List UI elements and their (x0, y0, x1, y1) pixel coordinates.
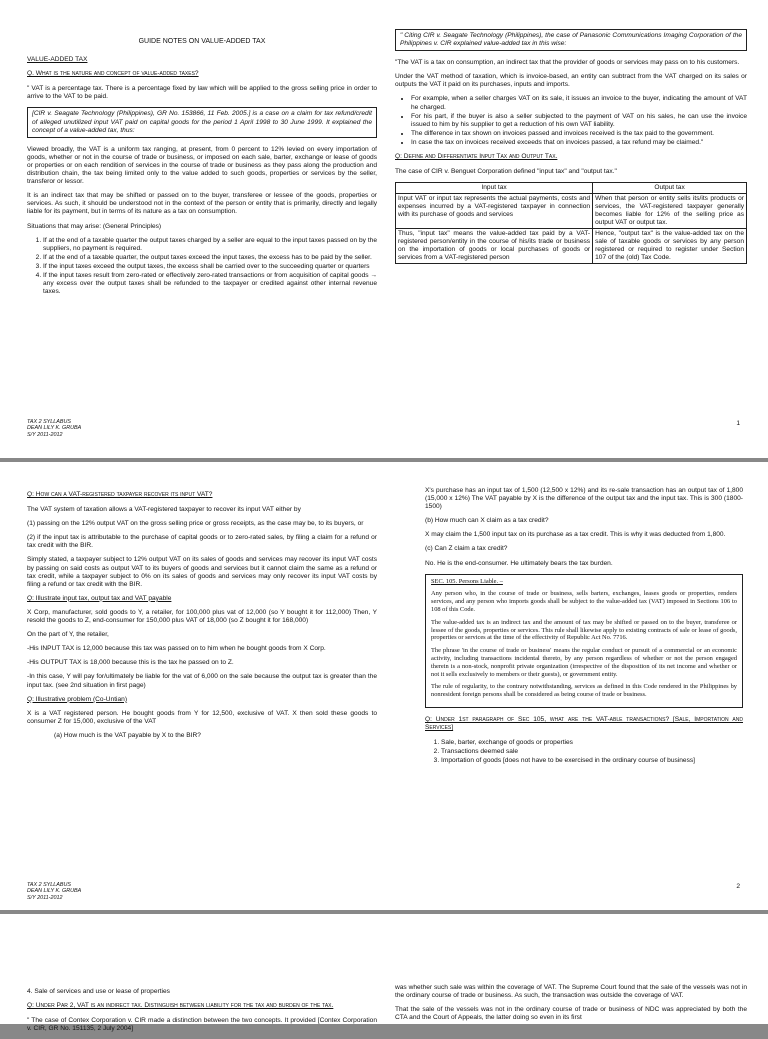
question-heading: Q: How can a VAT-registered taxpayer recover its input VAT? (27, 491, 213, 498)
paragraph: The VAT system of taxation allows a VAT-registered taxpayer to recover its input VAT either by (27, 506, 301, 514)
question-heading: Q: Define and Differentiate Input Tax and Output Tax. (395, 153, 558, 161)
table-cell: Thus, "input tax" means the value-added tax paid by a VAT-registered person/entity in the course of his/its trade or business on the importation of goods or local purchases of goods or services from a VAT-registered person (396, 229, 593, 264)
page2-right-column (425, 487, 743, 771)
table-cell: When that person or entity sells its/its products or services, the VAT-registered taxpayer generally becomes liable for 12% of the selling price as output VAT or output tax. (593, 194, 747, 229)
list-item: • The difference in tax shown on invoices passed and invoices received is the tax paid to the government. (411, 130, 747, 138)
sub-question: (b) How much can X claim as a tax credit? (425, 517, 549, 525)
question-heading: Q: Under 1st paragraph of Sec 105, what are the VAT-able transactions? [Sale, Importation and Services] (425, 716, 743, 732)
statute-paragraph: The value-added tax is an indirect tax and the amount of tax may be shifted or passed on to the buyer, transferee or lessee of the goods, properties or services. This rule shall likewise apply to existing contracts of sale or lease of goods, properties or services at the time of the effectivity of Republic Act No. 7716. (431, 618, 737, 642)
input-output-tax-table (395, 182, 747, 264)
table-header-row (396, 183, 747, 194)
paragraph: "The VAT is a tax on consumption, an indirect tax that the provider of goods or services may pass on to his customers. (395, 59, 740, 67)
paragraph: Under the VAT method of taxation, which is invoice-based, an entity can subtract from the VAT charged on its sales or outputs the VAT it paid on its purchases, inputs and imports. (395, 73, 747, 89)
list-item: • For his part, if the buyer is also a seller subjected to the payment of VAT on his sales, he can use the invoice issued to him by his supplier to get a reduction of his own VAT liability. (411, 113, 747, 129)
document-page-3 (0, 914, 768, 1033)
page1-left-column (27, 38, 377, 302)
sub-question: (a) How much is the VAT payable by X to the BIR? (54, 731, 201, 739)
paragraph: X may claim the 1,500 input tax on its purchase as a tax credit. This is why it was deducted from 1,800. (425, 531, 726, 539)
page1-right-column (395, 29, 747, 270)
list-item: 3. If the input taxes exceed the output taxes, the excess shall be carried over to the succeeding quarter or quarters (43, 263, 377, 271)
footer-line: DEAN LILY K. GRUBA (27, 888, 82, 895)
statute-paragraph: The rule of regularity, to the contrary notwithstanding, services as defined in this Code rendered in the Philippines by nonresident foreign persons shall be considered as being course of trade or business. (431, 683, 737, 699)
list-item: • For example, when a seller charges VAT on its sale, it issues an invoice to the buyer, indicating the amount of VAT he charged. (411, 95, 747, 111)
statute-paragraph: The phrase 'in the course of trade or business' means the regular conduct or pursuit of a commercial or an economic activity, including transactions incidental thereto, by any person regardless of whether or not the person engaged therein is a non-stock, nonprofit private organization (irrespective of the disposition of its net income and whether or not it sells exclusively to members or their guests), or government entity. (431, 647, 737, 678)
vatable-transactions-list (425, 739, 743, 765)
footer-line: TAX 2 SYLLABUS (27, 882, 71, 888)
paragraph: Situations that may arise: (General Principles) (27, 222, 162, 230)
case-citation-box: " Citing CIR v. Seagate Technology (Philippines), the case of Panasonic Communications Imaging Corporation of the Philippines v. CIR explained value-added tax in this wise: (395, 29, 747, 51)
paragraph: It is an indirect tax that may be shifted or passed on to the buyer, transferee or lessee of the goods, properties or services. As such, it should be understood not in the context of the person or entity that is primarily, directly and legally liable for its payment, but in terms of its nature as a tax on consumption. (27, 192, 377, 216)
paragraph: X's purchase has an input tax of 1,500 (12,500 x 12%) and its re-sale transaction has an output tax of 1,800 (15,000 x 12%) The VAT payable by X is the difference of the output tax and the input tax. This is 300 (1800-1500) (425, 487, 743, 511)
paragraph: -In this case, Y will pay for/ultimately be liable for the vat of 6,000 on the sale because the output tax is greater than the input tax. (see 2nd situation in first page) (27, 673, 377, 689)
list-item: 3. Importation of goods [does not have to be exercised in the ordinary course of business] (441, 757, 743, 765)
paragraph: Simply stated, a taxpayer subject to 12% output VAT on its sales of goods and services may recover its input VAT costs by passing on said costs as output VAT to its buyers of goods and services but it cannot claim the same as a refund or tax credit, while a taxpayer subject to 0% on its sales of goods and services may only recover its input VAT costs by filing a refund or tax credit with the BIR. (27, 556, 377, 588)
list-item: 4. Sale of services and use or lease of properties (27, 988, 170, 995)
paragraph: was whether such sale was within the coverage of VAT. The Supreme Court found that the sale of the vessels was not in the ordinary course of trade or business. As such, the transaction was outside the coverage of VAT. (395, 984, 747, 1000)
paragraph: " VAT is a percentage tax. There is a percentage fixed by law which will be applied to the gross selling price in order to arrive to the VAT to be paid. (27, 85, 377, 101)
document-page-2 (0, 462, 768, 910)
question-heading: Q: Illustrate input tax, output tax and VAT payable (27, 594, 172, 602)
statute-title: SEC. 105. Persons Liable. – (431, 577, 503, 585)
list-item: 4. If the input taxes result from zero-rated or effectively zero-rated transactions or from acquisition of capital goods → any excess over the output taxes shall be refunded to the taxpayer or credited against other internal revenue taxes. (43, 272, 377, 296)
paragraph: X Corp, manufacturer, sold goods to Y, a retailer, for 100,000 plus vat of 12,000 (so Y bought it for 112,000) Then, Y resold the goods to Z, end-consumer for 150,000 plus VAT of 18,000 (so Z bought it for 168,000) (27, 608, 377, 625)
list-item: 1. If at the end of a taxable quarter the output taxes charged by a seller are equal to the input taxes passed on by the suppliers, no payment is required. (43, 237, 377, 253)
paragraph: That the sale of the vessels was not in the ordinary course of trade or business of NDC was appreciated by both the CTA and the Court of Appeals, the latter doing so even in its first (395, 1006, 747, 1022)
paragraph: Viewed broadly, the VAT is a uniform tax ranging, at present, from 0 percent to 12% levied on every importation of goods, whether or not in the course of trade or business, or imposed on each sale, barter, exchange or lease of goods or properties or on each rendition of services in the course of trade or business as they pass along the production and distribution chain, the tax being limited only to the value added to such goods, properties or services by the seller, transferor or lessor. (27, 145, 377, 186)
list-item: 1. Sale, barter, exchange of goods or properties (441, 739, 743, 747)
paragraph: (1) passing on the 12% output VAT on the gross selling price or gross receipts, as the case may be, to its buyers, or (27, 520, 364, 528)
case-citation-box: [CIR v. Seagate Technology (Philippines), GR No. 153866, 11 Feb. 2005.] is a case on a claim for tax refund/credit of alleged unutilized input VAT paid on capital goods for the period 1 April 1998 to 30 June 1999. It explained the concept of a value-added tax, thus: (27, 107, 377, 137)
page-footer (27, 419, 81, 438)
statute-box (425, 574, 743, 708)
paragraph: " The case of Contex Corporation v. CIR made a distinction between the two concepts. It provided [Contex Corporation v. CIR, GR No. 151135, 2 July 2004] (27, 1017, 377, 1033)
footer-line: S/Y 2011-2012 (27, 431, 63, 438)
document-page-1 (0, 0, 768, 458)
page3-left-column (27, 988, 377, 1039)
document-title: GUIDE NOTES ON VALUE-ADDED TAX (138, 38, 266, 45)
paragraph: On the part of Y, the retailer, (27, 631, 109, 639)
footer-line: DEAN LILY K. GRUBA (27, 425, 82, 432)
statute-paragraph: Any person who, in the course of trade or business, sells barters, exchanges, leases goods or properties, renders services, and any person who imports goods shall be subject to the value-added tax (VAT) imposed in Sections 106 to 108 of this Code. (431, 590, 737, 614)
footer-line: TAX 2 SYLLABUS (27, 419, 71, 425)
paragraph: No. He is the end-consumer. He ultimately bears the tax burden. (425, 559, 613, 567)
paragraph: (2) if the input tax is attributable to the purchase of capital goods or to zero-rated sales, by filing a claim for a refund or tax credit with the BIR. (27, 534, 377, 550)
table-header: Output tax (593, 183, 747, 194)
question-heading: Q. What is the nature and concept of value-added taxes? (27, 70, 199, 78)
paragraph: The case of CIR v. Benguet Corporation defined "input tax" and "output tax." (395, 168, 617, 176)
table-cell: Hence, "output tax" is the value-added tax on the sale of taxable goods or services by any person registered or required to register under Section 107 of the (old) Tax Code. (593, 229, 747, 264)
question-heading: Q: Illustrative problem (Co-Untian) (27, 695, 128, 703)
paragraph: -His INPUT TAX is 12,000 because this tax was passed on to him when he bought goods from X Corp. (27, 645, 326, 653)
page-footer (27, 882, 81, 901)
footer-line: S/Y 2011-2012 (27, 894, 63, 901)
table-header: Input tax (396, 183, 593, 194)
page-number: 1 (736, 420, 740, 427)
list-item: • In case the tax on invoices received exceeds that on invoices passed, a tax refund may be claimed." (411, 139, 747, 147)
paragraph: -His OUTPUT TAX is 18,000 because this is the tax he passed on to Z. (27, 659, 234, 667)
principles-list (27, 237, 377, 297)
section-heading: VALUE-ADDED TAX (27, 56, 88, 64)
table-row (396, 194, 747, 229)
list-item: 2. Transactions deemed sale (441, 748, 743, 756)
page2-left-column (27, 491, 377, 746)
list-item: 2. If at the end of a taxable quarter, the output taxes exceed the input taxes, the excess has to be paid by the seller. (43, 254, 377, 262)
question-heading: Q: Under Par 2, VAT is an indirect tax. Distinguish between liability for the tax and burden of the tax. (27, 1002, 334, 1010)
example-bullet-list (395, 95, 747, 147)
table-row (396, 229, 747, 264)
page-number: 2 (736, 883, 740, 890)
table-cell: Input VAT or input tax represents the actual payments, costs and expenses incurred by a VAT-registered taxpayer in connection with its purchase of goods and services (396, 194, 593, 229)
paragraph: X is a VAT registered person. He bought goods from Y for 12,500, exclusive of VAT. X then sold these goods to consumer Z for 15,000, exclusive of the VAT (27, 709, 377, 725)
sub-question: (c) Can Z claim a tax credit? (425, 545, 508, 553)
page3-right-column (395, 984, 747, 1028)
